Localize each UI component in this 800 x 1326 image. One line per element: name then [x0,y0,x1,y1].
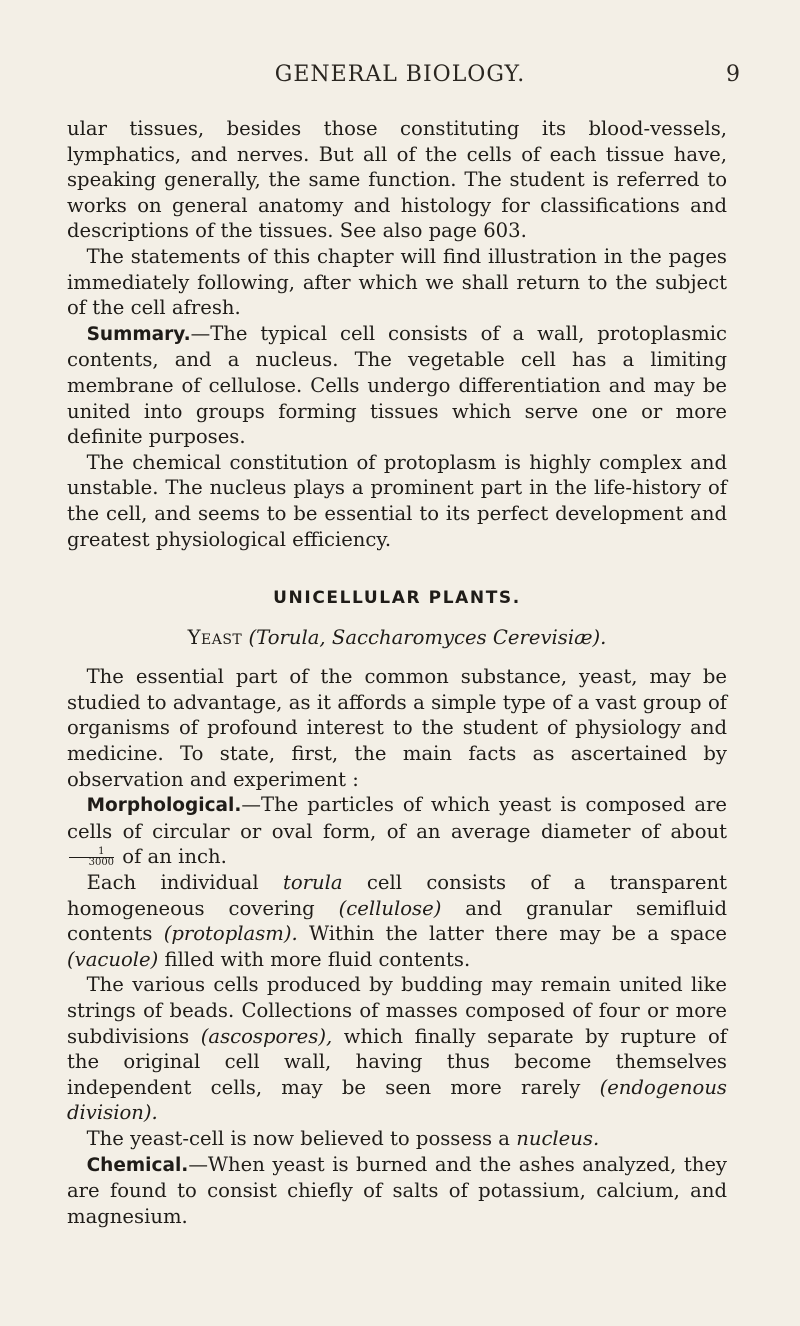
paragraph-text: Each individual [86,871,259,895]
paragraph-text: The various cells produced by budding may remain united like strings of beads. Collections of masses composed of four or more subdivisions [67,973,727,1048]
term: nucleus. [516,1126,600,1150]
page-number: 9 [726,62,740,87]
term: (protoplasm). [163,922,298,946]
paragraph [67,1126,727,1152]
page-header [0,62,800,92]
run-in-heading: Summary. [86,323,191,345]
paragraph-text: The yeast-cell is now believed to possess a [86,1126,510,1150]
paragraph-text: cell consists of a transparent homogeneous covering [67,871,727,920]
subsection-latin: (Torula, Saccharomyces Cerevisiæ). [248,625,607,649]
paragraph-text: Within the latter there may be a space [308,922,728,946]
paragraph [67,972,727,1126]
run-in-heading: Chemical. [86,1154,189,1176]
subsection-title [67,625,727,651]
run-in-heading: Morphological. [86,795,242,817]
fraction-numerator: 1 [69,847,114,858]
subsection-label: Yeast [187,625,243,649]
running-head: GENERAL BIOLOGY. [274,62,526,87]
fraction-denominator: 3000 [88,857,115,869]
paragraph [67,870,727,972]
paragraph-text: —The typical cell consists of a wall, protoplasmic contents, and a nucleus. The vegetable cell has a limiting membrane of cellulose. Cells undergo differentiation and may be united into groups forming tissues which serve one or more definite purposes. [67,321,727,449]
paragraph: The essential part of the common substance, yeast, may be studied to advantage, as it affords a simple type of a vast group of organisms of profound interest to the student of physiology and medicine. To state, first, the main facts as ascertained by observation and experiment : [67,665,727,791]
paragraph-text: —The particles of which yeast is composed are cells of circular or oval form, of an average diameter of about [67,793,727,843]
paragraph [67,1152,727,1230]
paragraph: ular tissues, besides those constituting its blood-vessels, lymphatics, and nerves. But all of the cells of each tissue have, speaking generally, the same function. The student is referred to works on general anatomy and histology for classifications and descriptions of the tissues. See also page 603. [67,117,727,243]
paragraph-text: of an inch. [122,845,227,869]
paragraph-text: and granular semifluid contents [67,896,727,946]
paragraph-text: which finally separate by rupture of the original cell wall, having thus become themselves independent cells, may be seen more rarely [67,1024,727,1099]
page-body [67,116,727,1229]
paragraph: The statements of this chapter will find illustration in the pages immediately following, after which we shall return to the subject of the cell afresh. [67,244,727,320]
paragraph-text: —When yeast is burned and the ashes analyzed, they are found to consist chiefly of salts of potassium, calcium, and magnesium. [67,1152,727,1228]
paragraph [67,321,727,450]
term: torula [282,871,343,895]
term: (ascospores), [200,1024,333,1048]
paragraph: The chemical constitution of protoplasm is highly complex and unstable. The nucleus plays a prominent part in the life-history of the cell, and seems to be essential to its perfect development and greatest physiological efficiency. [67,450,727,551]
term: (vacuole) [67,947,159,971]
term: (endogenous division). [67,1075,727,1125]
section-title: UNICELLULAR PLANTS. [273,588,521,609]
term: (cellulose) [338,896,442,920]
paragraph [67,792,727,870]
fraction [69,847,114,868]
paragraph-text: filled with more fluid contents. [164,947,471,971]
